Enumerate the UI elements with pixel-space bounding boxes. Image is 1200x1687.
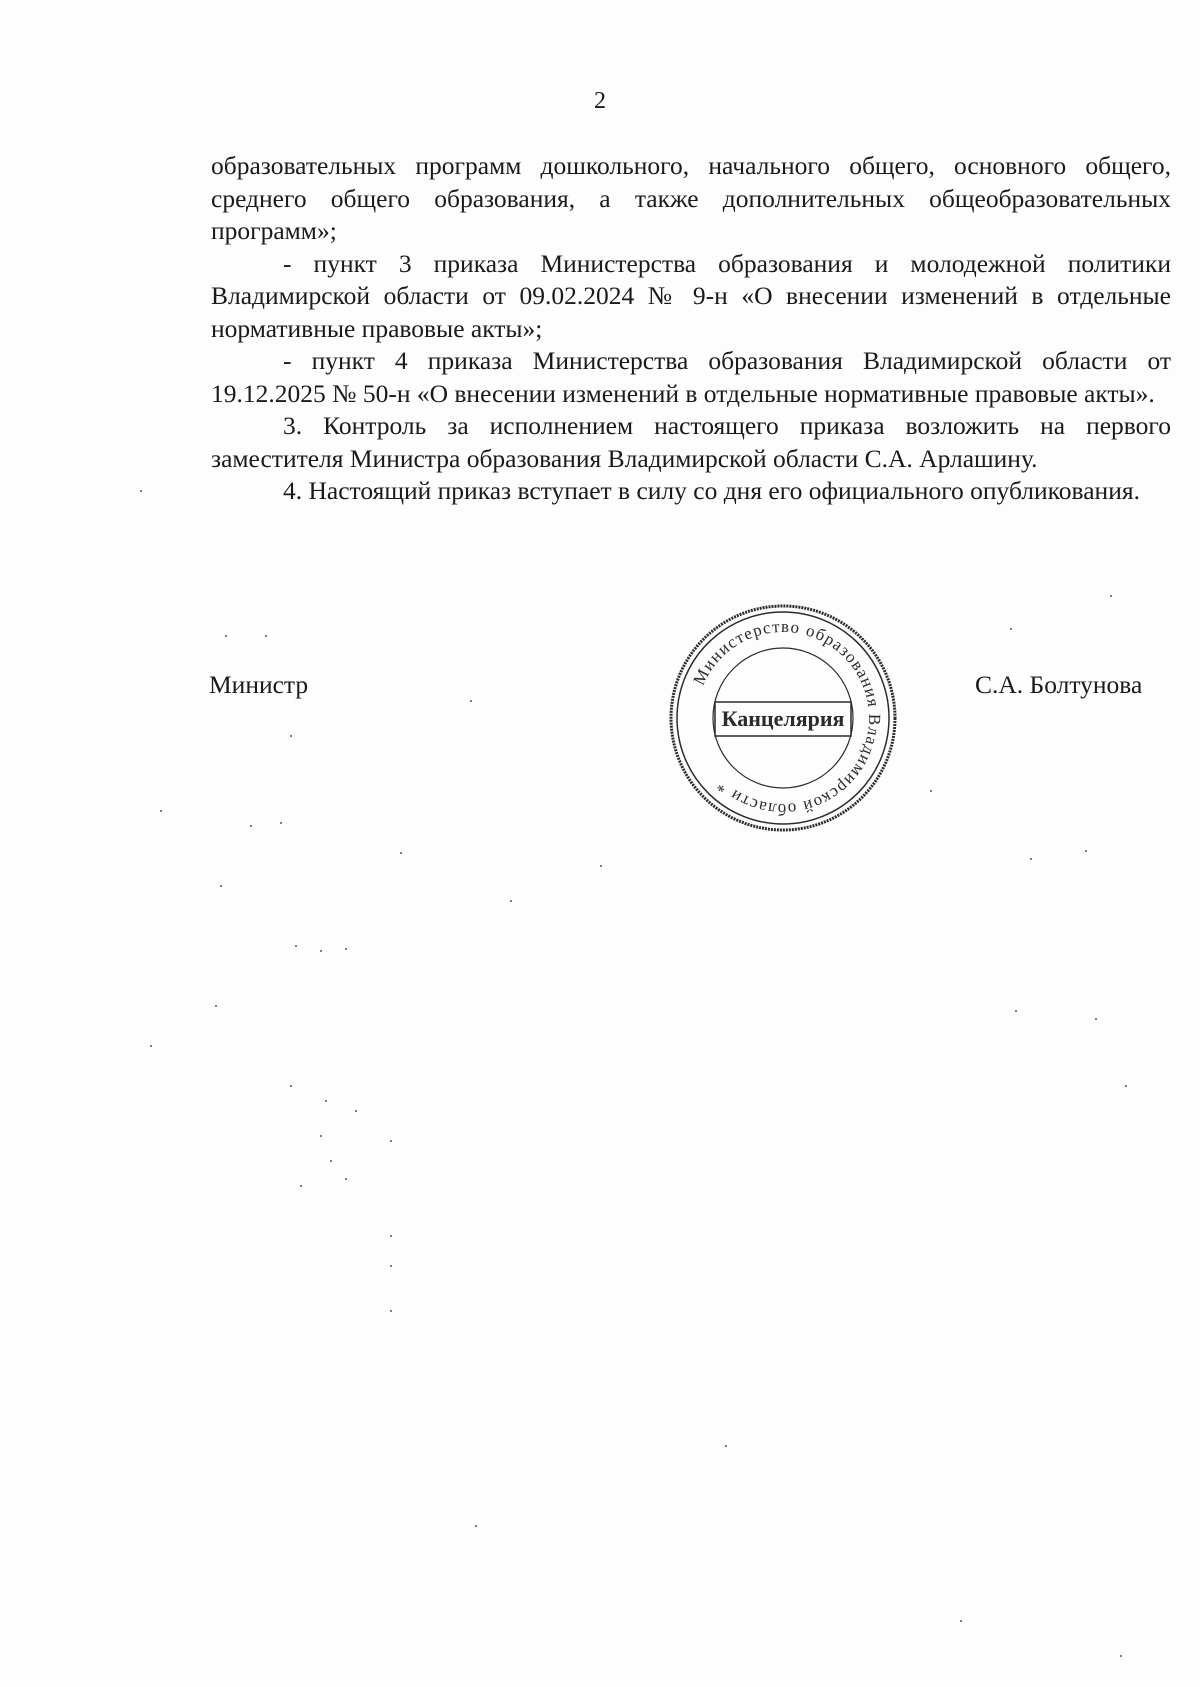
scan-speck	[265, 635, 267, 637]
scan-speck	[1085, 850, 1087, 852]
scan-speck	[355, 1110, 357, 1112]
scan-speck	[1120, 1655, 1122, 1657]
scan-speck	[320, 1135, 322, 1137]
scan-speck	[320, 950, 322, 952]
scan-speck	[390, 1265, 392, 1267]
scan-speck	[160, 810, 162, 812]
scan-speck	[510, 900, 512, 902]
scan-speck	[390, 1140, 392, 1142]
official-seal	[663, 598, 903, 838]
seal-ring-text: Министерство образования Владимирской области *	[689, 616, 885, 820]
scan-speck	[1030, 858, 1032, 860]
scan-speck	[215, 1005, 217, 1007]
scan-speck	[475, 1525, 477, 1527]
signatory-name: С.А. Болтунова	[975, 670, 1143, 699]
paragraph-continuation: образовательных программ дошкольного, начального общего, основного общего, среднего общего образования, а также дополнительных общеобразовательных программ»;	[211, 151, 1171, 245]
scan-speck	[150, 1045, 152, 1047]
page-number: 2	[594, 88, 606, 114]
signature-block	[0, 670, 1200, 710]
scan-speck	[295, 945, 297, 947]
document-body	[211, 150, 1171, 508]
scan-speck	[280, 822, 282, 824]
scan-speck	[325, 1100, 327, 1102]
scan-speck	[1125, 1085, 1127, 1087]
scan-speck	[1095, 1018, 1097, 1020]
scan-speck	[470, 700, 472, 702]
paragraph-item-3: - пункт 3 приказа Министерства образования и молодежной политики Владимирской области от 09.02.2024 № 9-н «О внесении изменений в отдельные нормативные правовые акты»;	[211, 248, 1171, 343]
scan-speck	[930, 790, 932, 792]
scan-speck	[330, 1160, 332, 1162]
scan-speck	[300, 1185, 302, 1187]
scan-speck	[140, 490, 142, 492]
paragraph-effective: 4. Настоящий приказ вступает в силу со дня его официального опубликования.	[283, 476, 1140, 505]
scan-speck	[290, 735, 292, 737]
paragraph-item-4: - пункт 4 приказа Министерства образования Владимирской области от 19.12.2025 № 50-н «О внесении изменений в отдельные нормативные правовые акты».	[211, 346, 1171, 408]
scan-speck	[1010, 628, 1012, 630]
scan-speck	[400, 852, 402, 854]
signatory-title: Министр	[209, 670, 309, 699]
scan-speck	[1110, 595, 1112, 597]
paragraph-control: 3. Контроль за исполнением настоящего приказа возложить на первого заместителя Министра образования Владимирской области С.А. Арлашину.	[211, 411, 1171, 473]
seal-center-text: Канцелярия	[721, 706, 845, 731]
scan-speck	[725, 1445, 727, 1447]
scan-speck	[345, 948, 347, 950]
scan-speck	[390, 1310, 392, 1312]
scan-speck	[250, 825, 252, 827]
scan-speck	[345, 1178, 347, 1180]
scan-speck	[390, 1235, 392, 1237]
scan-speck	[290, 1085, 292, 1087]
scan-speck	[1015, 1010, 1017, 1012]
scan-speck	[220, 885, 222, 887]
scan-speck	[960, 1620, 962, 1622]
scan-speck	[600, 865, 602, 867]
scan-speck	[225, 635, 227, 637]
